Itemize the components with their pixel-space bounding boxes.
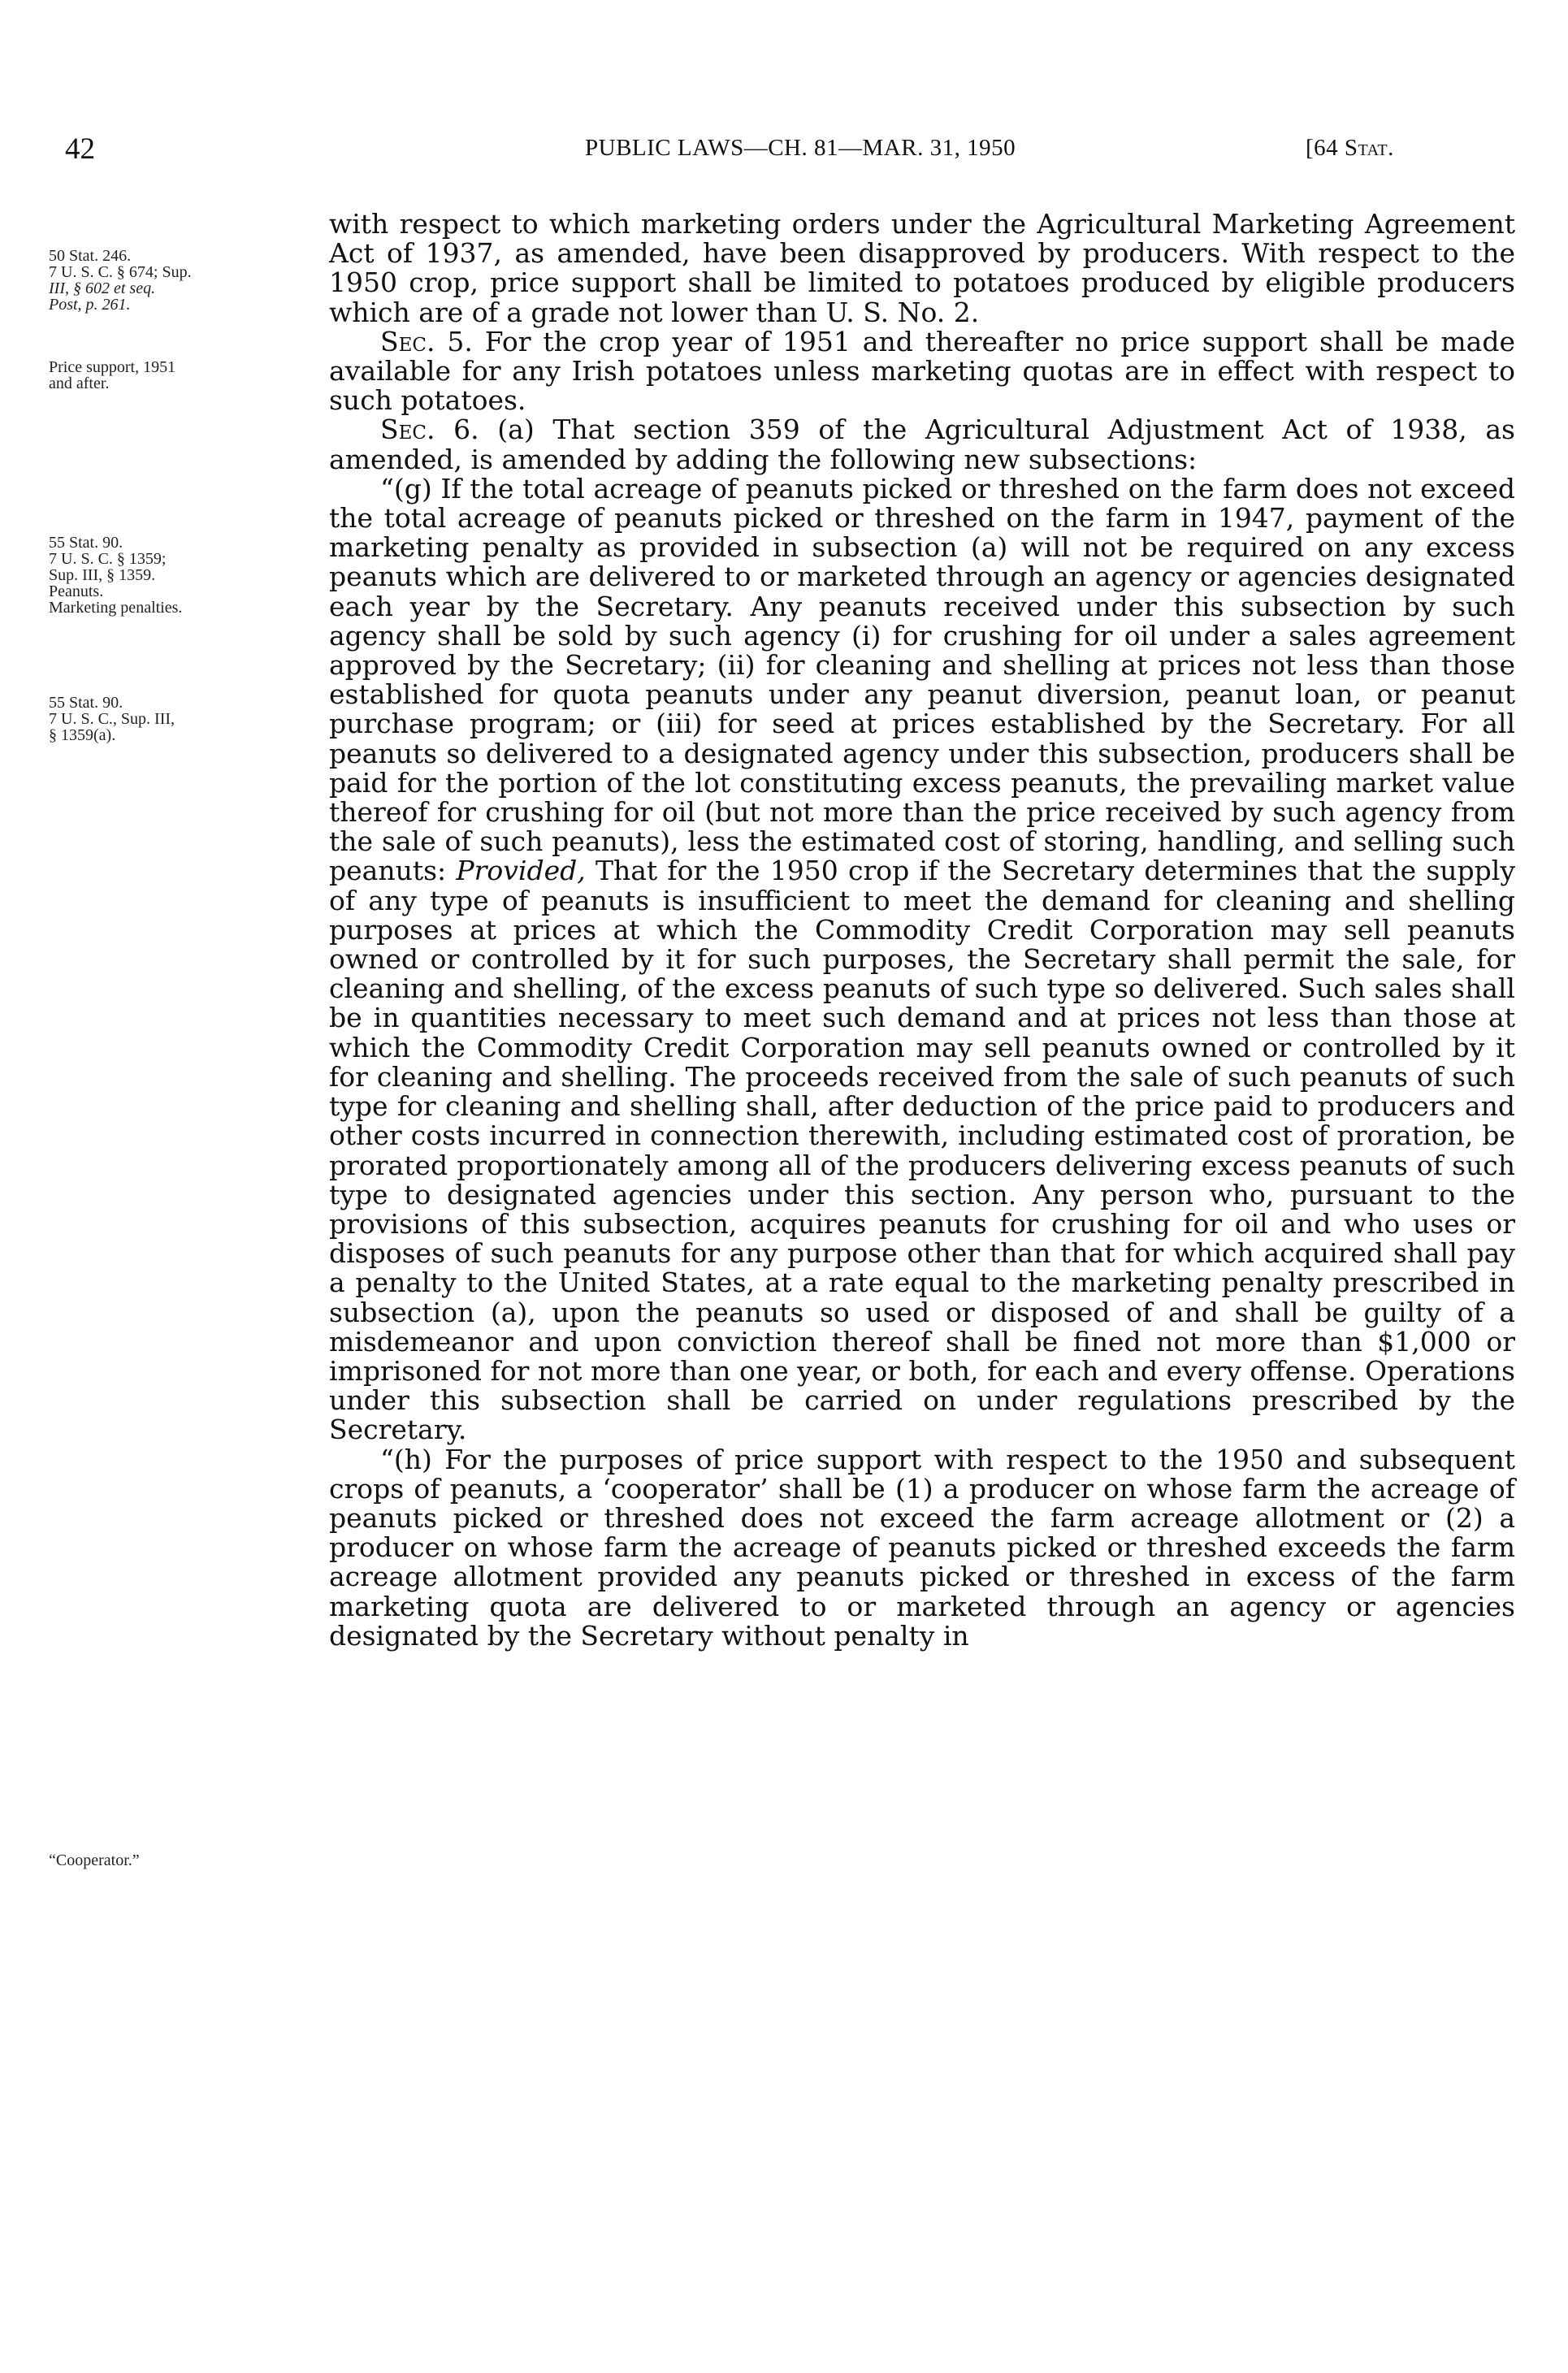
paragraph-potatoes-continued: with respect to which marketing orders under the Agricultural Marketing Agreement Act of 1937, as amended, have been disapproved by producers. With respect to the 1950 crop, price support shall be limited to potatoes produced by eligible producers which are of a grade not lower than U. S. No. 2.: [329, 208, 1515, 328]
running-header: [0, 132, 1568, 164]
margin-note-peanuts: 55 Stat. 90. 7 U. S. C. § 1359; Sup. III, § 1359. Peanuts. Marketing penalties.: [49, 534, 183, 617]
section-6: Sec. 6. (a) That section 359 of the Agricultural Adjustment Act of 1938, as amended, is amended by adding the following new subsections:: [329, 414, 1515, 475]
page-number: 42: [65, 132, 95, 166]
margin-note-penalty-citation: 55 Stat. 90. 7 U. S. C., Sup. III, § 1359(a).: [49, 694, 175, 744]
margin-note-citation: 50 Stat. 246. 7 U. S. C. § 674; Sup. III, § 602 et seq. Post, p. 261.: [49, 247, 192, 314]
header-volume: [64 Stat.: [1306, 135, 1394, 161]
subsection-h: “(h) For the purposes of price support with respect to the 1950 and subsequent crops of peanuts, a ‘cooperator’ shall be (1) a producer on whose farm the acreage of peanuts picked or threshed does not exceed the farm acreage allotment or (2) a producer on whose farm the acreage of peanuts picked or threshed exceeds the farm acreage allotment provided any peanuts picked or threshed in excess of the farm marketing quota are delivered to or marketed through an agency or agencies designated by the Secretary without penalty in: [329, 1443, 1515, 1652]
header-title: PUBLIC LAWS—CH. 81—MAR. 31, 1950: [585, 135, 1016, 161]
subsection-g: “(g) If the total acreage of peanuts picked or threshed on the farm does not exceed the total acreage of peanuts picked or threshed on the farm in 1947, payment of the marketing penalty as provided in subsection (a) will not be required on any excess peanuts which are delivered to or marketed through an agency or agencies designated each year by the Secretary. Any peanuts received under this subsection by such agency shall be sold by such agency (i) for crushing for oil under a sales agreement approved by the Secretary; (ii) for cleaning and shelling at prices not less than those established for quota peanuts under any peanut diversion, peanut loan, or peanut purchase program; or (iii) for seed at prices established by the Secretary. For all peanuts so delivered to a designated agency under this subsection, producers shall be paid for the portion of the lot constituting excess peanuts, the prevailing market value thereof for crushing for oil (but not more than the price received by such agency from the sale of such peanuts), less the estimated cost of storing, handling, and selling such peanuts: Provided, That for the 1950 crop if the Secretary determines that the supply of any type of peanuts is insufficient to meet the demand for cleaning and shelling purposes at prices at which the Commodity Credit Corporation may sell peanuts owned or controlled by it for such purposes, the Secretary shall permit the sale, for cleaning and shelling, of the excess peanuts of such type so delivered. Such sales shall be in quantities necessary to meet such demand and at prices not less than those at which the Commodity Credit Corporation may sell peanuts owned or controlled by it for cleaning and shelling. The proceeds received from the sale of such peanuts of such type for cleaning and shelling shall, after deduction of the price paid to producers and other costs incurred in connection therewith, including estimated cost of proration, be prorated proportionately among all of the producers delivering excess peanuts of such type to designated agencies under this section. Any person who, pursuant to the provisions of this subsection, acquires peanuts for crushing for oil and who uses or disposes of such peanuts for any purpose other than that for which acquired shall pay a penalty to the United States, at a rate equal to the marketing penalty prescribed in subsection (a), upon the peanuts so used or disposed of and shall be guilty of a misdemeanor and upon conviction thereof shall be fined not more than $1,000 or imprisoned for not more than one year, or both, for each and every offense. Operations under this subsection shall be carried on under regulations prescribed by the Secretary.: [329, 472, 1515, 1446]
section-5: Sec. 5. For the crop year of 1951 and thereafter no price support shall be made available for any Irish potatoes unless marketing quotas are in effect with respect to such potatoes.: [329, 325, 1515, 417]
body-text: [329, 210, 1515, 1651]
margin-note-cooperator: “Cooperator.”: [49, 1851, 140, 1869]
margin-note-price-support: Price support, 1951 and after.: [49, 358, 176, 392]
